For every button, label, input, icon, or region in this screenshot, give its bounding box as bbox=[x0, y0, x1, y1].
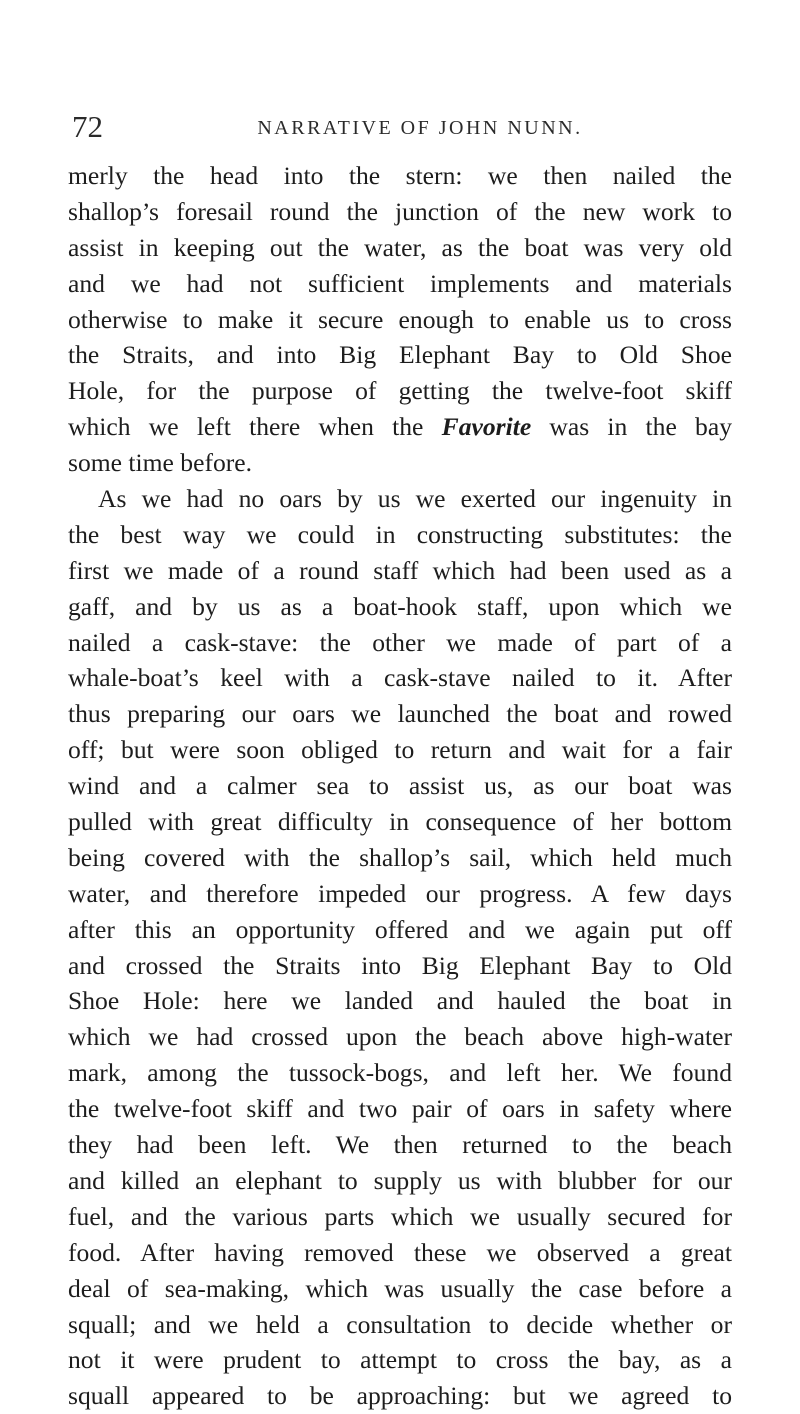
text-line: fuel, and the various parts which we usually secured for bbox=[68, 1201, 732, 1231]
text-line: after this an opportunity offered and we again put off bbox=[68, 914, 732, 944]
text-line: squall; and we held a consultation to decide whether or bbox=[68, 1309, 732, 1339]
page-number: 72 bbox=[72, 109, 103, 144]
text-line: food. After having removed these we observed a great bbox=[68, 1237, 732, 1267]
text-line: thus preparing our oars we launched the boat and rowed bbox=[68, 699, 732, 729]
text-line: they had been left. We then returned to the beach bbox=[68, 1130, 732, 1160]
text-line: and we had not sufficient implements and materials bbox=[68, 268, 732, 298]
text-line: otherwise to make it secure enough to enable us to cross bbox=[68, 304, 732, 334]
text-line: and killed an elephant to supply us with blubber for our bbox=[68, 1165, 732, 1195]
page-header bbox=[72, 110, 728, 144]
text-line: which we had crossed upon the beach above high-water bbox=[68, 1022, 732, 1052]
text-line: shallop’s foresail round the junction of the new work to bbox=[68, 196, 732, 226]
text-line: Shoe Hole: here we landed and hauled the boat in bbox=[68, 986, 732, 1016]
text-line: assist in keeping out the water, as the boat was very old bbox=[68, 232, 732, 262]
text-line: Hole, for the purpose of getting the twelve-foot skiff bbox=[68, 376, 732, 406]
running-title: NARRATIVE OF JOHN NUNN. bbox=[257, 117, 583, 139]
text-line: wind and a calmer sea to assist us, as our boat was bbox=[68, 771, 732, 801]
text-line: the best way we could in constructing substitutes: the bbox=[68, 519, 732, 549]
text-line: mark, among the tussock-bogs, and left her. We found bbox=[68, 1058, 732, 1088]
text-line: some time before. bbox=[68, 448, 253, 478]
text-line: whale-boat’s keel with a cask-stave nailed to it. After bbox=[68, 663, 732, 693]
text-line: pulled with great difficulty in consequence of her bottom bbox=[68, 807, 732, 837]
text-line bbox=[68, 409, 732, 445]
text-segment: which we left there when the bbox=[68, 412, 442, 442]
text-line: first we made of a round staff which had been used as a bbox=[68, 555, 732, 585]
text-segment: was in the bay bbox=[531, 412, 732, 442]
text-line: off; but were soon obliged to return and wait for a fair bbox=[68, 735, 732, 765]
text-line: the Straits, and into Big Elephant Bay to Old Shoe bbox=[68, 340, 732, 370]
text-line: nailed a cask-stave: the other we made of part of a bbox=[68, 627, 732, 657]
text-line: deal of sea-making, which was usually the case before a bbox=[68, 1273, 732, 1303]
text-line: water, and therefore impeded our progress. A few days bbox=[68, 878, 732, 908]
text-line: being covered with the shallop’s sail, which held much bbox=[68, 842, 732, 872]
text-line: not it were prudent to attempt to cross the bay, as a bbox=[68, 1345, 732, 1375]
text-line: the twelve-foot skiff and two pair of oars in safety where bbox=[68, 1094, 732, 1124]
text-line: merly the head into the stern: we then nailed the bbox=[68, 161, 732, 190]
body-text bbox=[68, 158, 732, 1414]
text-line: squall appeared to be approaching: but we agreed to bbox=[68, 1381, 732, 1411]
text-line: gaff, and by us as a boat-hook staff, upon which we bbox=[68, 591, 732, 621]
text-line: As we had no oars by us we exerted our ingenuity in bbox=[98, 484, 732, 514]
text-line: and crossed the Straits into Big Elephant Bay to Old bbox=[68, 950, 732, 980]
ship-name: Favorite bbox=[441, 412, 532, 442]
